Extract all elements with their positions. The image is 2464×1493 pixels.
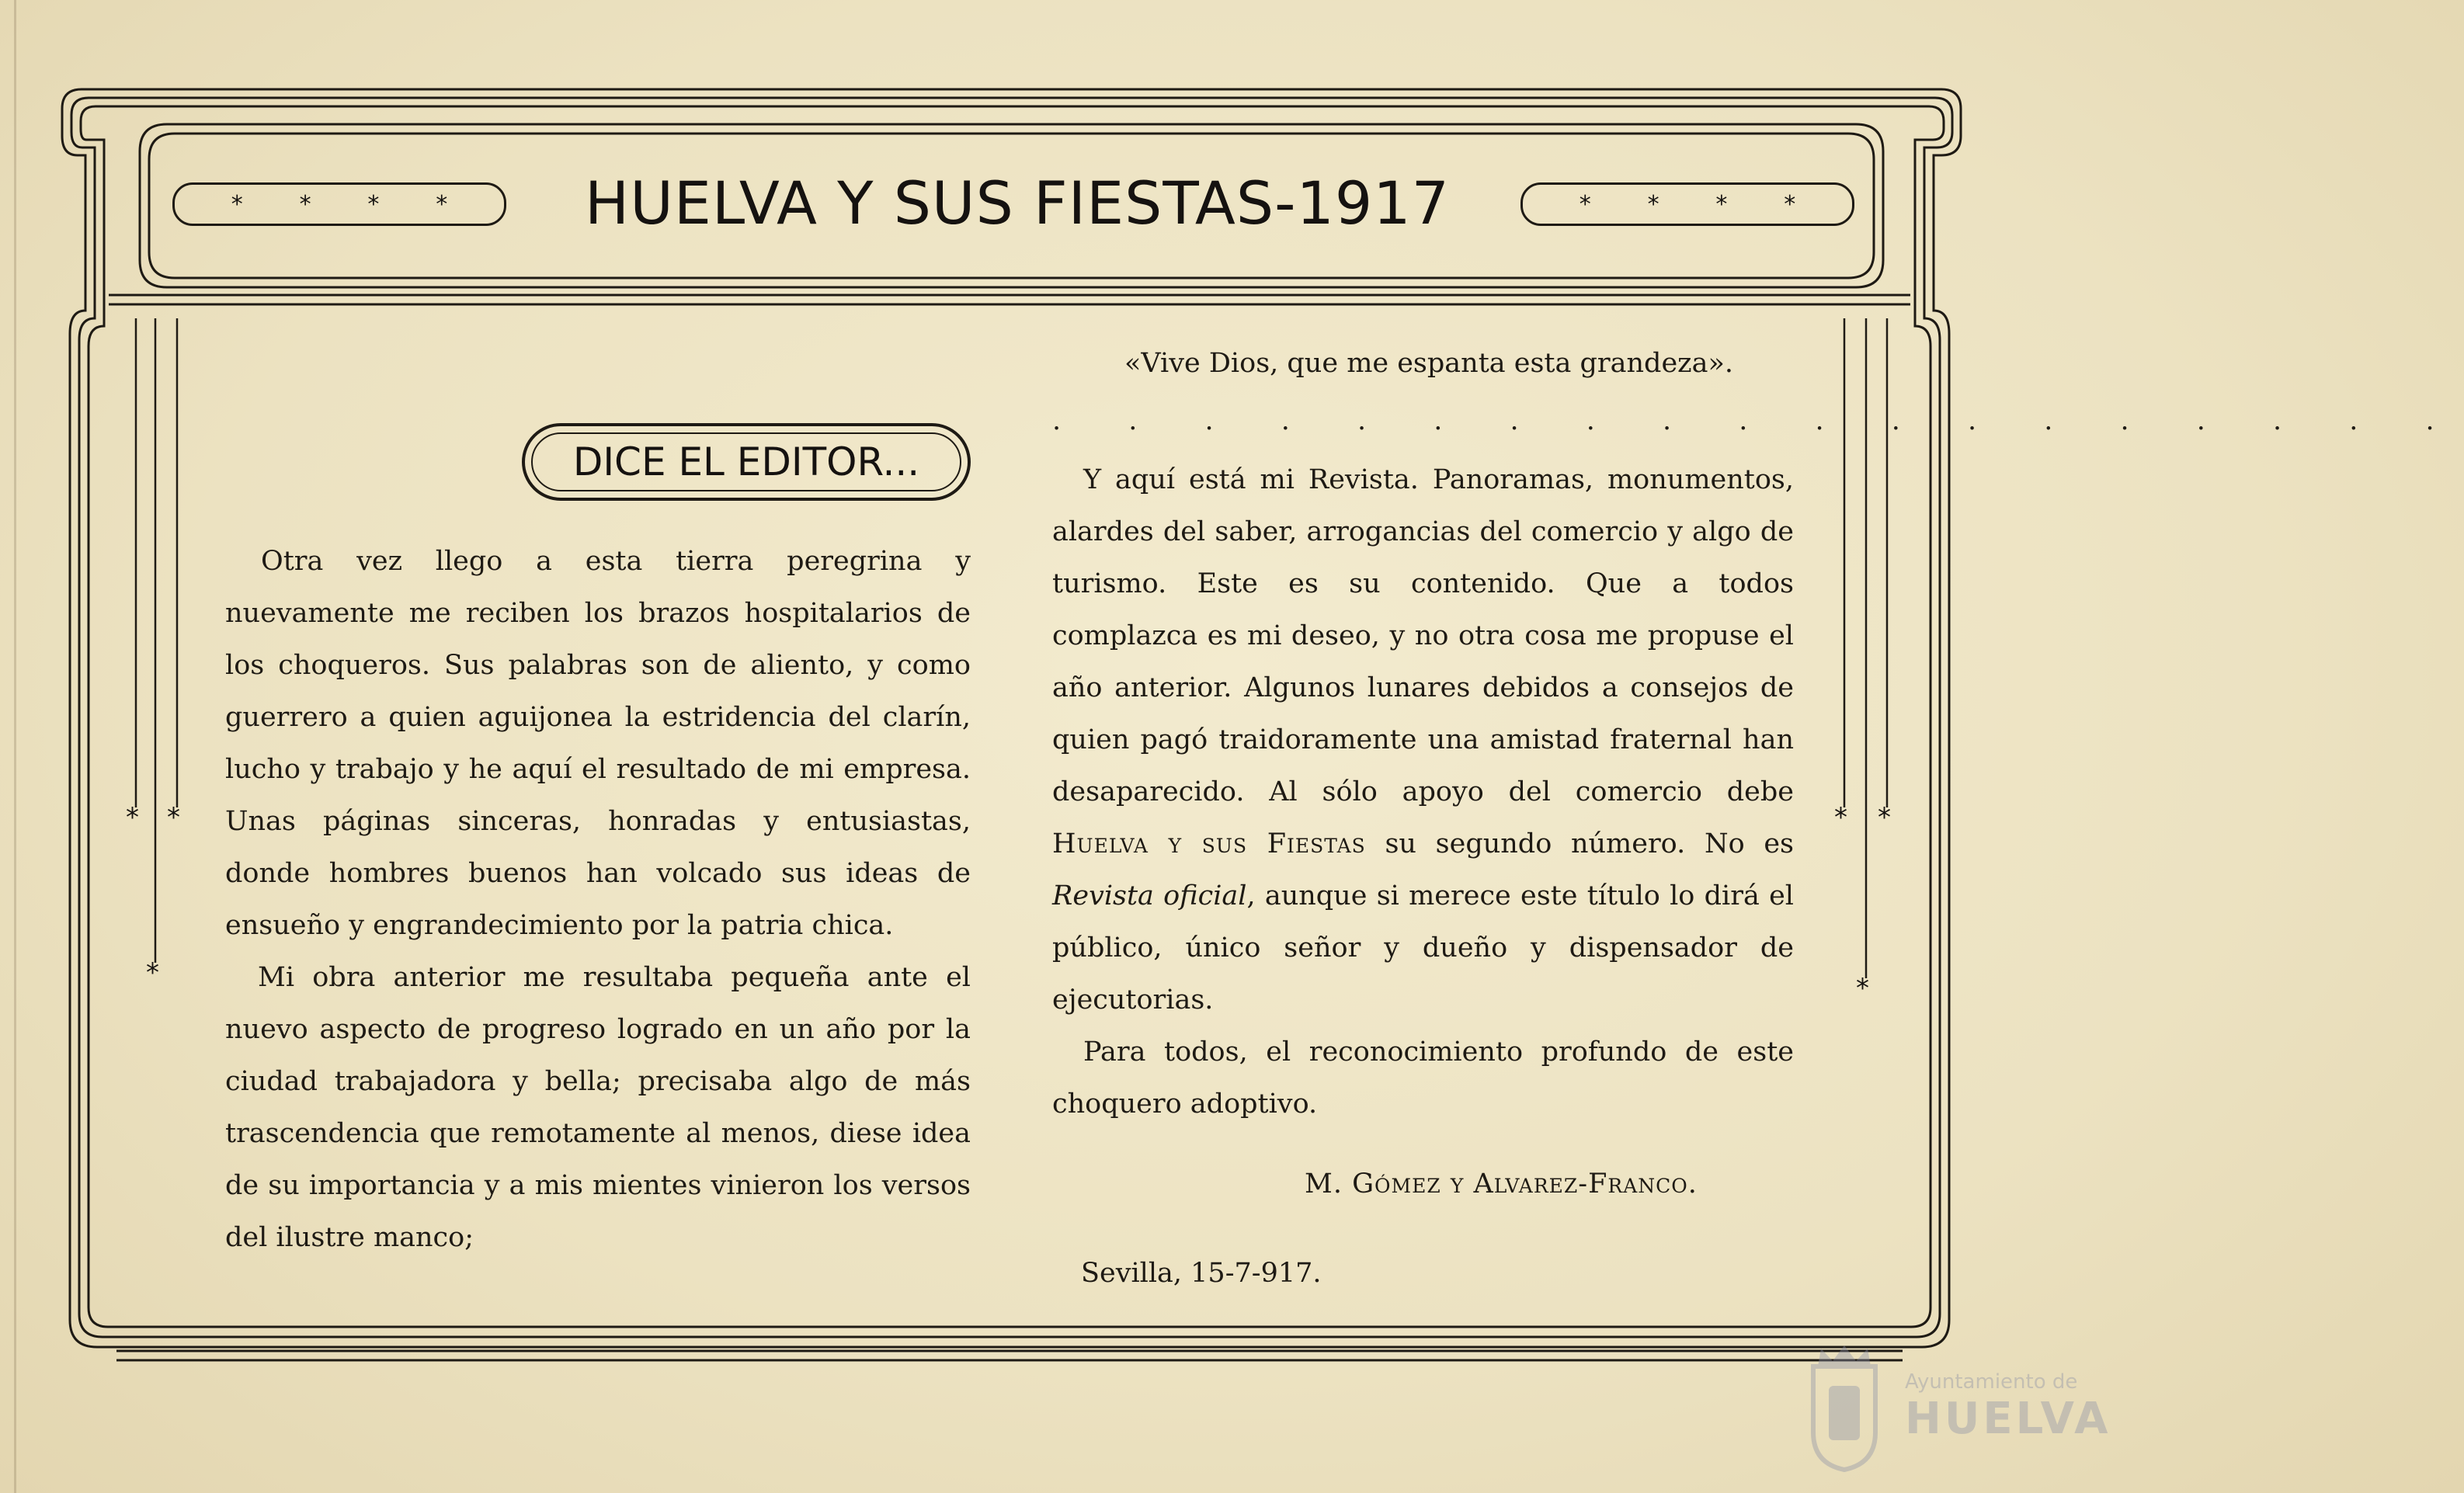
left-hanging-lines — [136, 318, 177, 963]
watermark-small-text: Ayuntamiento de — [1905, 1370, 2078, 1394]
ornament-star: * — [1715, 190, 1728, 218]
header-divider — [109, 295, 1910, 304]
right-paragraph-1-text-c: , aunque si merece este título lo dirá el público, único señor y dueño y dispensador de ejecutorias. — [1052, 880, 1794, 1016]
italic-phrase: Revista oficial — [1052, 880, 1247, 911]
city-shield-icon — [1805, 1339, 1883, 1471]
ornament-star: * — [436, 190, 448, 218]
right-paragraph-2: Para todos, el reconocimiento profundo de este choquero adoptivo. — [1052, 1036, 1794, 1120]
star-ornament: * — [1878, 802, 1891, 833]
star-ornament: * — [167, 802, 180, 833]
magazine-name: Huelva y sus Fiestas — [1052, 828, 1366, 859]
ellipsis-dots: . . . . . . . . . . . . . . . . . . . — [1052, 405, 2464, 436]
ornament-star: * — [1647, 190, 1659, 218]
ornament-star: * — [299, 190, 311, 218]
right-paragraph-1-text-a: Y aquí está mi Revista. Panoramas, monumentos, alardes del saber, arrogancias del comercio y algo de turismo. Este es su contenido. Que a todos complazca es mi deseo, y no otra cosa me propuse el año anterior. Algunos lunares debidos a consejos de quien pagó traidoramente una amistad fraternal han desaparecido. Al sólo apoyo del comercio debe — [1052, 464, 1794, 807]
watermark-big-text: HUELVA — [1905, 1394, 2111, 1444]
watermark — [1805, 1339, 2111, 1475]
left-paragraph-1: Otra vez llego a esta tierra peregrina y nuevamente me reciben los brazos hospitalarios de los choqueros. Sus palabras son de aliento, y como guerrero a quien aguijonea la estridencia del clarín, lucho y trabajo y he aquí el resultado de mi empresa. Unas páginas sinceras, honradas y entusiastas, donde hombres buenos han volcado sus ideas de ensueño y engrandecimiento por la patria chica. — [225, 546, 971, 941]
page-title: HUELVA Y SUS FIESTAS-1917 — [585, 168, 1450, 238]
cervantes-quote: «Vive Dios, que me espanta esta grandeza». — [1124, 348, 1733, 379]
bottom-rules — [116, 1351, 1903, 1360]
section-heading: DICE EL EDITOR... — [572, 439, 920, 484]
right-column — [1052, 454, 1794, 1130]
header-ornament-right — [1520, 182, 1854, 226]
section-heading-box — [522, 423, 971, 501]
right-paragraph-1-text-b: su segundo número. No es — [1385, 828, 1794, 859]
star-ornament: * — [146, 957, 159, 988]
left-paragraph-2: Mi obra anterior me resultaba pequeña ante el nuevo aspecto de progreso logrado en un año por la ciudad trabajadora y bella; precisaba algo de más trascendencia que remotamente al menos, diese idea de su importancia y a mis mientes vinieron los versos del ilustre manco; — [225, 962, 971, 1253]
left-column — [225, 536, 971, 1264]
ornament-star: * — [1579, 190, 1591, 218]
editor-signature: M. Gómez y Alvarez-Franco. — [1305, 1168, 1698, 1200]
ornament-star: * — [231, 190, 243, 218]
star-ornament: * — [126, 802, 139, 833]
header-ornament-left — [172, 182, 506, 226]
star-ornament: * — [1834, 802, 1847, 833]
ornament-star: * — [367, 190, 380, 218]
ornament-star: * — [1784, 190, 1796, 218]
dateline: Sevilla, 15-7-917. — [1081, 1258, 1322, 1289]
star-ornament: * — [1856, 973, 1869, 1004]
right-paragraph-1 — [1052, 454, 1794, 1026]
